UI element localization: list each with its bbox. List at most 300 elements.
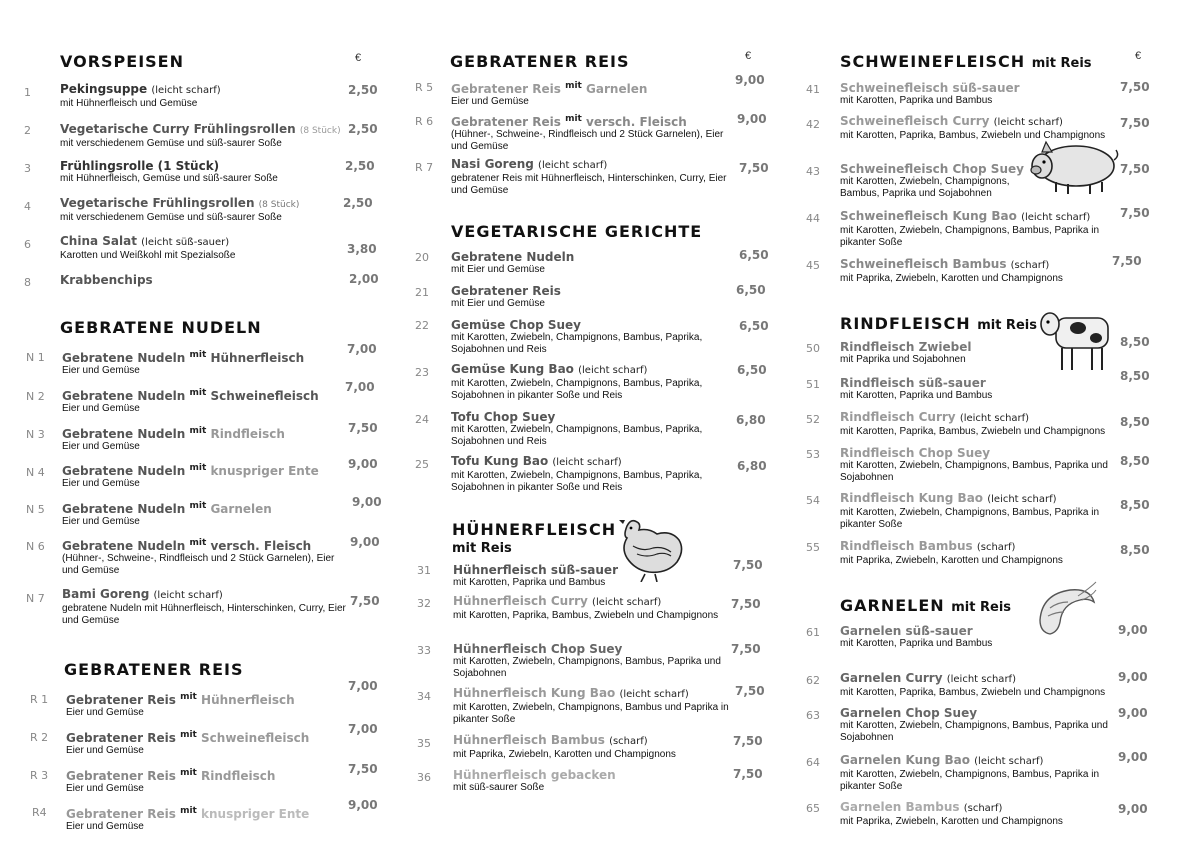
item-price: 2,50 <box>343 196 373 210</box>
item-mit: mit <box>189 463 207 473</box>
item-number: 63 <box>806 709 820 722</box>
item-title: Hühnerfleisch Curry <box>453 594 588 608</box>
item-title-suffix: knuspriger Ente <box>210 464 319 478</box>
menu-item <box>62 424 342 453</box>
menu-item <box>66 728 346 757</box>
item-description: mit Karotten, Zwiebeln, Champignons, Bambus, Paprika und Sojabohnen <box>840 460 1108 483</box>
item-description: mit Paprika und Sojabohnen <box>840 354 966 365</box>
item-number: 33 <box>417 644 431 657</box>
menu-item <box>840 257 1125 285</box>
item-number: 36 <box>417 771 431 784</box>
section-heading-suffix: mit Reis <box>1031 56 1092 71</box>
item-note: (leicht scharf) <box>1021 212 1091 223</box>
item-description: mit Paprika, Zwiebeln, Karotten und Champignons <box>840 273 1063 284</box>
item-price: 9,00 <box>348 798 378 812</box>
menu-item <box>453 563 733 589</box>
item-description: Eier und Gemüse <box>62 365 140 376</box>
item-price: 8,50 <box>1120 454 1150 468</box>
item-number: 50 <box>806 342 820 355</box>
item-price: 7,00 <box>348 722 378 736</box>
item-description: (Hühner-, Schweine-, Rindfleisch und 2 Stück Garnelen), Eier und Gemüse <box>62 553 335 576</box>
cow-illustration <box>1040 306 1114 374</box>
item-description: mit Karotten, Zwiebeln, Champignons, Bambus, Paprika und Sojabohnen <box>453 656 721 679</box>
item-description: Eier und Gemüse <box>62 478 140 489</box>
item-title: Gebratene Nudeln <box>62 427 186 441</box>
item-number: R 7 <box>415 161 434 174</box>
item-price: 7,00 <box>347 342 377 356</box>
menu-item <box>453 686 743 726</box>
item-title: Vegetarische Frühlingsrollen <box>60 196 255 210</box>
item-note: (leicht scharf) <box>153 590 223 601</box>
item-title: Gebratener Reis <box>66 731 176 745</box>
item-mit: mit <box>189 501 207 511</box>
item-note: (leicht scharf) <box>993 117 1063 128</box>
item-description: gebratener Reis mit Hühnerfleisch, Hinterschinken, Curry, Eier und Gemüse <box>451 173 727 196</box>
item-number: 41 <box>806 83 820 96</box>
item-note: (leicht scharf) <box>578 365 648 376</box>
item-description: mit süß-saurer Soße <box>453 782 545 793</box>
menu-item <box>453 733 733 761</box>
item-number: 51 <box>806 378 820 391</box>
item-title: Vegetarische Curry Frühlingsrollen <box>60 122 296 136</box>
item-title-suffix: versch. Fleisch <box>210 539 312 553</box>
item-price: 7,50 <box>1112 254 1142 268</box>
item-number: 23 <box>415 366 429 379</box>
item-title: Gebratene Nudeln <box>62 539 186 553</box>
item-number: R 5 <box>415 81 434 94</box>
item-title-suffix: Hühnerfleisch <box>201 693 295 707</box>
item-note: (leicht scharf) <box>538 160 608 171</box>
section-heading-text: SCHWEINEFLEISCH <box>840 52 1026 71</box>
item-title: Garnelen Kung Bao <box>840 753 970 767</box>
item-number: 31 <box>417 564 431 577</box>
item-description: mit Paprika, Zwiebeln, Karotten und Champignons <box>840 816 1063 827</box>
section-heading-gebratener-reis: GEBRATENER REIS <box>64 660 244 679</box>
item-title: Gebratene Nudeln <box>451 250 575 264</box>
item-description: mit verschiedenem Gemüse und süß-saurer Soße <box>60 212 282 223</box>
item-price: 7,50 <box>733 558 763 572</box>
menu-item <box>451 112 741 153</box>
item-note: (8 Stück) <box>299 126 341 136</box>
item-number: 55 <box>806 541 820 554</box>
item-price: 9,00 <box>352 495 382 509</box>
item-price: 8,50 <box>1120 415 1150 429</box>
menu-item <box>62 348 342 377</box>
item-price: 7,50 <box>731 642 761 656</box>
menu-item <box>840 209 1120 249</box>
item-description: Eier und Gemüse <box>66 745 144 756</box>
item-description: mit Karotten, Paprika, Bambus, Zwiebeln und Champignons <box>840 130 1106 141</box>
item-number: 2 <box>24 124 31 137</box>
item-mit: mit <box>565 81 582 91</box>
item-price: 9,00 <box>348 457 378 471</box>
item-number: 6 <box>24 238 31 251</box>
item-note: (leicht scharf) <box>974 756 1044 767</box>
item-title: Schweinefleisch Kung Bao <box>840 209 1017 223</box>
item-price: 6,80 <box>736 413 766 427</box>
item-price: 2,50 <box>348 122 378 136</box>
item-number: N 6 <box>26 540 45 553</box>
item-title: Schweinefleisch Curry <box>840 114 990 128</box>
item-number: N 7 <box>26 592 45 605</box>
item-title: Tofu Chop Suey <box>451 410 556 424</box>
item-title-suffix: versch. Fleisch <box>586 115 687 129</box>
item-description: mit Eier und Gemüse <box>451 298 545 309</box>
item-number: 21 <box>415 286 429 299</box>
item-price: 6,50 <box>737 363 767 377</box>
item-title-suffix: Schweinefleisch <box>210 389 319 403</box>
item-description: mit Karotten, Zwiebeln, Champignons, Bambus und Paprika in pikanter Soße <box>453 702 729 725</box>
item-price: 7,50 <box>733 767 763 781</box>
section-heading-vegetarische-gerichte: VEGETARISCHE GERICHTE <box>451 222 703 241</box>
item-price: 2,50 <box>345 159 375 173</box>
item-number: 35 <box>417 737 431 750</box>
currency-symbol: € <box>745 50 752 62</box>
section-heading-schweinefleisch <box>840 52 1092 71</box>
item-title: Gebratener Reis <box>66 769 176 783</box>
section-heading-gebratene-nudeln: GEBRATENE NUDELN <box>60 318 262 337</box>
menu-item <box>62 499 342 528</box>
item-title-suffix: Hühnerfleisch <box>210 351 305 365</box>
item-description: mit Karotten, Paprika und Bambus <box>453 577 606 588</box>
menu-item <box>840 624 1040 650</box>
menu-item <box>453 642 733 680</box>
item-title: Hühnerfleisch Bambus <box>453 733 605 747</box>
item-number: 45 <box>806 259 820 272</box>
item-price: 7,00 <box>345 380 375 394</box>
menu-item <box>840 671 1140 699</box>
section-heading-garnelen <box>840 596 1011 615</box>
item-title: Gemüse Kung Bao <box>451 362 574 376</box>
item-title: Rindfleisch Kung Bao <box>840 491 984 505</box>
item-title: Garnelen Curry <box>840 671 943 685</box>
item-price: 7,50 <box>348 421 378 435</box>
item-title: Gebratener Reis <box>66 693 176 707</box>
item-price: 9,00 <box>737 112 767 126</box>
item-number: 22 <box>415 319 429 332</box>
item-price: 8,50 <box>1120 335 1150 349</box>
menu-item <box>840 81 1120 107</box>
item-title: Schweinefleisch Bambus <box>840 257 1007 271</box>
item-title: Gebratene Nudeln <box>62 389 186 403</box>
item-number: 32 <box>417 597 431 610</box>
menu-item <box>60 234 340 262</box>
item-mit: mit <box>180 806 197 816</box>
item-number: R 6 <box>415 115 434 128</box>
item-title: Pekingsuppe <box>60 82 148 96</box>
menu-item <box>451 157 736 197</box>
item-description: mit Karotten, Zwiebeln, Champignons, Bambus, Paprika und Sojabohnen <box>840 720 1108 743</box>
item-description: Karotten und Weißkohl mit Spezialsoße <box>60 250 236 261</box>
item-description: mit Karotten, Paprika, Bambus, Zwiebeln und Champignons <box>840 426 1106 437</box>
item-number: N 3 <box>26 428 45 441</box>
item-price: 9,00 <box>1118 670 1148 684</box>
item-price: 7,50 <box>733 734 763 748</box>
item-title: Nasi Goreng <box>451 157 534 171</box>
menu-item <box>60 82 340 110</box>
item-number: 54 <box>806 494 820 507</box>
menu-item <box>840 446 1120 484</box>
item-price: 9,00 <box>1118 706 1148 720</box>
item-price: 6,50 <box>736 283 766 297</box>
menu-item <box>840 800 1125 828</box>
section-heading-text: RINDFLEISCH <box>840 314 971 333</box>
item-description: Eier und Gemüse <box>451 96 529 107</box>
item-title: Rindfleisch süß-sauer <box>840 376 986 390</box>
item-price: 7,50 <box>735 684 765 698</box>
menu-item <box>451 454 741 494</box>
item-price: 9,00 <box>1118 750 1148 764</box>
item-number: 62 <box>806 674 820 687</box>
item-note: (leicht süß-sauer) <box>141 237 230 248</box>
item-description: mit Paprika, Zwiebeln, Karotten und Champignons <box>453 749 676 760</box>
item-price: 9,00 <box>350 535 380 549</box>
item-price: 6,50 <box>739 248 769 262</box>
menu-item <box>453 594 733 622</box>
item-description: Eier und Gemüse <box>62 441 140 452</box>
item-price: 3,80 <box>347 242 377 256</box>
item-description: mit Hühnerfleisch und Gemüse <box>60 98 198 109</box>
item-mit: mit <box>189 350 207 360</box>
menu-item <box>840 340 1040 366</box>
item-title: China Salat <box>60 234 137 248</box>
section-heading-suffix: mit Reis <box>951 600 1012 615</box>
item-number: 1 <box>24 86 31 99</box>
item-description: mit Karotten, Paprika, Bambus, Zwiebeln und Champignons <box>840 687 1106 698</box>
item-description: gebratene Nudeln mit Hühnerfleisch, Hinterschinken, Curry, Eier und Gemüse <box>62 603 346 626</box>
item-mit: mit <box>565 114 582 124</box>
item-number: 42 <box>806 118 820 131</box>
item-price: 7,00 <box>348 679 378 693</box>
item-note: (scharf) <box>609 736 648 747</box>
menu-item <box>60 122 350 150</box>
item-note: (leicht scharf) <box>946 674 1016 685</box>
item-description: (Hühner-, Schweine-, Rindfleisch und 2 Stück Garnelen), Eier und Gemüse <box>451 129 724 152</box>
item-description: mit Karotten, Zwiebeln, Champignons, Bambus, Paprika, Sojabohnen und Reis <box>451 424 703 447</box>
item-price: 8,50 <box>1120 498 1150 512</box>
item-price: 8,50 <box>1120 543 1150 557</box>
item-number: N 1 <box>26 351 45 364</box>
currency-symbol: € <box>1135 50 1142 62</box>
item-description: mit Karotten, Paprika und Bambus <box>840 390 993 401</box>
item-number: 4 <box>24 200 31 213</box>
section-heading-text: HÜHNERFLEISCH <box>452 520 617 539</box>
item-title-suffix: Rindfleisch <box>210 427 285 441</box>
item-title: Garnelen süß-sauer <box>840 624 973 638</box>
menu-item <box>840 753 1120 793</box>
item-mit: mit <box>180 768 197 778</box>
item-title-suffix: Schweinefleisch <box>201 731 310 745</box>
item-title-suffix: knuspriger Ente <box>201 807 310 821</box>
item-title: Gemüse Chop Suey <box>451 318 582 332</box>
item-description: mit Karotten, Paprika und Bambus <box>840 95 993 106</box>
item-description: mit Karotten, Zwiebeln, Champignons, Bambus, Paprika in pikanter Soße <box>840 769 1100 792</box>
item-description: mit Karotten, Zwiebeln, Champignons, Bambus, Paprika, Sojabohnen in pikanter Soße und Reis <box>451 378 703 401</box>
item-number: 8 <box>24 276 31 289</box>
item-description: mit Karotten, Zwiebeln, Champignons, Bambus, Paprika in pikanter Soße <box>840 225 1100 248</box>
item-price: 6,50 <box>739 319 769 333</box>
item-price: 9,00 <box>735 73 765 87</box>
item-description: mit Karotten, Zwiebeln, Champignons, Bambus, Paprika und Sojabohnen <box>840 176 1010 199</box>
item-description: mit verschiedenem Gemüse und süß-saurer Soße <box>60 138 282 149</box>
item-title-suffix: Garnelen <box>586 82 648 96</box>
item-note: (leicht scharf) <box>959 413 1030 424</box>
menu-item <box>451 79 731 108</box>
item-title: Hühnerfleisch Chop Suey <box>453 642 623 656</box>
item-title: Garnelen Bambus <box>840 800 960 814</box>
menu-item <box>60 159 340 185</box>
item-note: (leicht scharf) <box>592 597 662 608</box>
item-description: Eier und Gemüse <box>62 403 140 414</box>
menu-item <box>62 536 342 577</box>
menu-item <box>840 706 1120 744</box>
section-heading-huehnerfleisch <box>452 520 616 556</box>
menu-item <box>451 250 731 276</box>
item-price: 7,50 <box>1120 206 1150 220</box>
item-description: Eier und Gemüse <box>66 707 144 718</box>
item-mit: mit <box>180 692 197 702</box>
menu-item <box>60 273 340 287</box>
item-number: 65 <box>806 802 820 815</box>
item-number: R 2 <box>30 731 49 744</box>
menu-item <box>840 114 1120 142</box>
section-heading-suffix: mit Reis <box>977 318 1037 333</box>
item-price: 7,50 <box>731 597 761 611</box>
menu-item <box>840 410 1140 438</box>
item-title-suffix: Garnelen <box>210 502 272 516</box>
menu-item <box>840 491 1120 531</box>
menu-item <box>451 410 731 448</box>
item-mit: mit <box>189 426 207 436</box>
menu-item <box>840 162 1040 200</box>
item-title: Rindfleisch Curry <box>840 410 956 424</box>
item-price: 7,50 <box>739 161 769 175</box>
item-title: Hühnerfleisch gebacken <box>453 768 616 782</box>
item-price: 9,00 <box>1118 623 1148 637</box>
item-title: Krabbenchips <box>60 273 153 287</box>
item-title: Tofu Kung Bao <box>451 454 549 468</box>
item-price: 2,00 <box>349 272 379 286</box>
menu-item <box>62 386 342 415</box>
item-title: Gebratener Reis <box>451 82 561 96</box>
menu-item <box>453 768 733 794</box>
item-title: Rindfleisch Chop Suey <box>840 446 991 460</box>
item-title: Gebratener Reis <box>451 115 561 129</box>
section-heading-rindfleisch <box>840 314 1037 333</box>
item-number: 44 <box>806 212 820 225</box>
menu-item <box>840 539 1120 567</box>
item-title: Frühlingsrolle (1 Stück) <box>60 159 220 173</box>
item-description: mit Karotten, Zwiebeln, Champignons, Bambus, Paprika in pikanter Soße <box>840 507 1100 530</box>
menu-item <box>66 690 346 719</box>
item-number: R4 <box>32 806 47 819</box>
menu-item <box>62 461 342 490</box>
item-note: (leicht scharf) <box>619 689 689 700</box>
menu-item <box>451 318 731 356</box>
currency-symbol: € <box>355 52 362 64</box>
pig-illustration <box>1028 138 1120 196</box>
item-title: Gebratener Reis <box>451 284 561 298</box>
item-price: 7,50 <box>1120 162 1150 176</box>
item-description: mit Eier und Gemüse <box>451 264 545 275</box>
menu-item <box>66 804 346 833</box>
item-number: 61 <box>806 626 820 639</box>
item-number: 53 <box>806 448 820 461</box>
item-title-suffix: Rindfleisch <box>201 769 276 783</box>
item-title: Schweinefleisch Chop Suey <box>840 162 1024 176</box>
item-number: 34 <box>417 690 431 703</box>
item-title: Rindfleisch Bambus <box>840 539 973 553</box>
item-description: mit Paprika, Zwiebeln, Karotten und Champignons <box>840 555 1063 566</box>
item-note: (scharf) <box>963 803 1003 814</box>
item-note: (scharf) <box>1010 260 1050 271</box>
section-heading-vorspeisen: VORSPEISEN <box>60 52 184 71</box>
item-number: 20 <box>415 251 429 264</box>
item-description: mit Karotten, Paprika, Bambus, Zwiebeln und Champignons <box>453 610 719 621</box>
item-number: 52 <box>806 413 820 426</box>
item-description: mit Karotten, Paprika und Bambus <box>840 638 993 649</box>
section-heading-subtitle: mit Reis <box>452 541 512 556</box>
item-number: 24 <box>415 413 429 426</box>
item-title: Gebratener Reis <box>66 807 176 821</box>
menu-item <box>60 196 340 224</box>
item-description: Eier und Gemüse <box>62 516 140 527</box>
section-heading-text: GARNELEN <box>840 596 945 615</box>
item-price: 7,50 <box>1120 116 1150 130</box>
item-description: mit Karotten, Zwiebeln, Champignons, Bambus, Paprika, Sojabohnen und Reis <box>451 332 703 355</box>
item-title: Gebratene Nudeln <box>62 502 186 516</box>
item-note: (leicht scharf) <box>987 494 1057 505</box>
item-price: 7,50 <box>1120 80 1150 94</box>
item-title: Schweinefleisch süß-sauer <box>840 81 1020 95</box>
item-price: 7,50 <box>350 594 380 608</box>
item-note: (leicht scharf) <box>151 85 221 96</box>
item-mit: mit <box>189 538 207 548</box>
item-number: N 2 <box>26 390 45 403</box>
item-price: 8,50 <box>1120 369 1150 383</box>
item-title: Hühnerfleisch süß-sauer <box>453 563 618 577</box>
item-number: N 5 <box>26 503 45 516</box>
item-number: 64 <box>806 756 820 769</box>
item-number: N 4 <box>26 466 45 479</box>
item-note: (leicht scharf) <box>552 457 622 468</box>
item-title: Gebratene Nudeln <box>62 351 186 365</box>
item-number: 43 <box>806 165 820 178</box>
item-number: 3 <box>24 162 31 175</box>
item-mit: mit <box>189 388 207 398</box>
item-price: 9,00 <box>1118 802 1148 816</box>
item-description: Eier und Gemüse <box>66 821 144 832</box>
item-description: mit Hühnerfleisch, Gemüse und süß-saurer Soße <box>60 173 278 184</box>
item-title: Gebratene Nudeln <box>62 464 186 478</box>
item-description: Eier und Gemüse <box>66 783 144 794</box>
menu-item <box>62 587 347 627</box>
item-note: (8 Stück) <box>258 200 300 210</box>
item-number: R 3 <box>30 769 49 782</box>
item-number: 25 <box>415 458 429 471</box>
item-note: (scharf) <box>976 542 1016 553</box>
item-price: 7,50 <box>348 762 378 776</box>
menu-item <box>451 284 731 310</box>
section-heading-gebratener-reis: GEBRATENER REIS <box>450 52 630 71</box>
item-mit: mit <box>180 730 197 740</box>
item-title: Rindfleisch Zwiebel <box>840 340 972 354</box>
menu-item <box>840 376 1120 402</box>
item-description: mit Karotten, Zwiebeln, Champignons, Bambus, Paprika, Sojabohnen in pikanter Soße und Reis <box>451 470 703 493</box>
item-price: 2,50 <box>348 83 378 97</box>
menu-item <box>451 362 741 402</box>
menu-item <box>66 766 346 795</box>
